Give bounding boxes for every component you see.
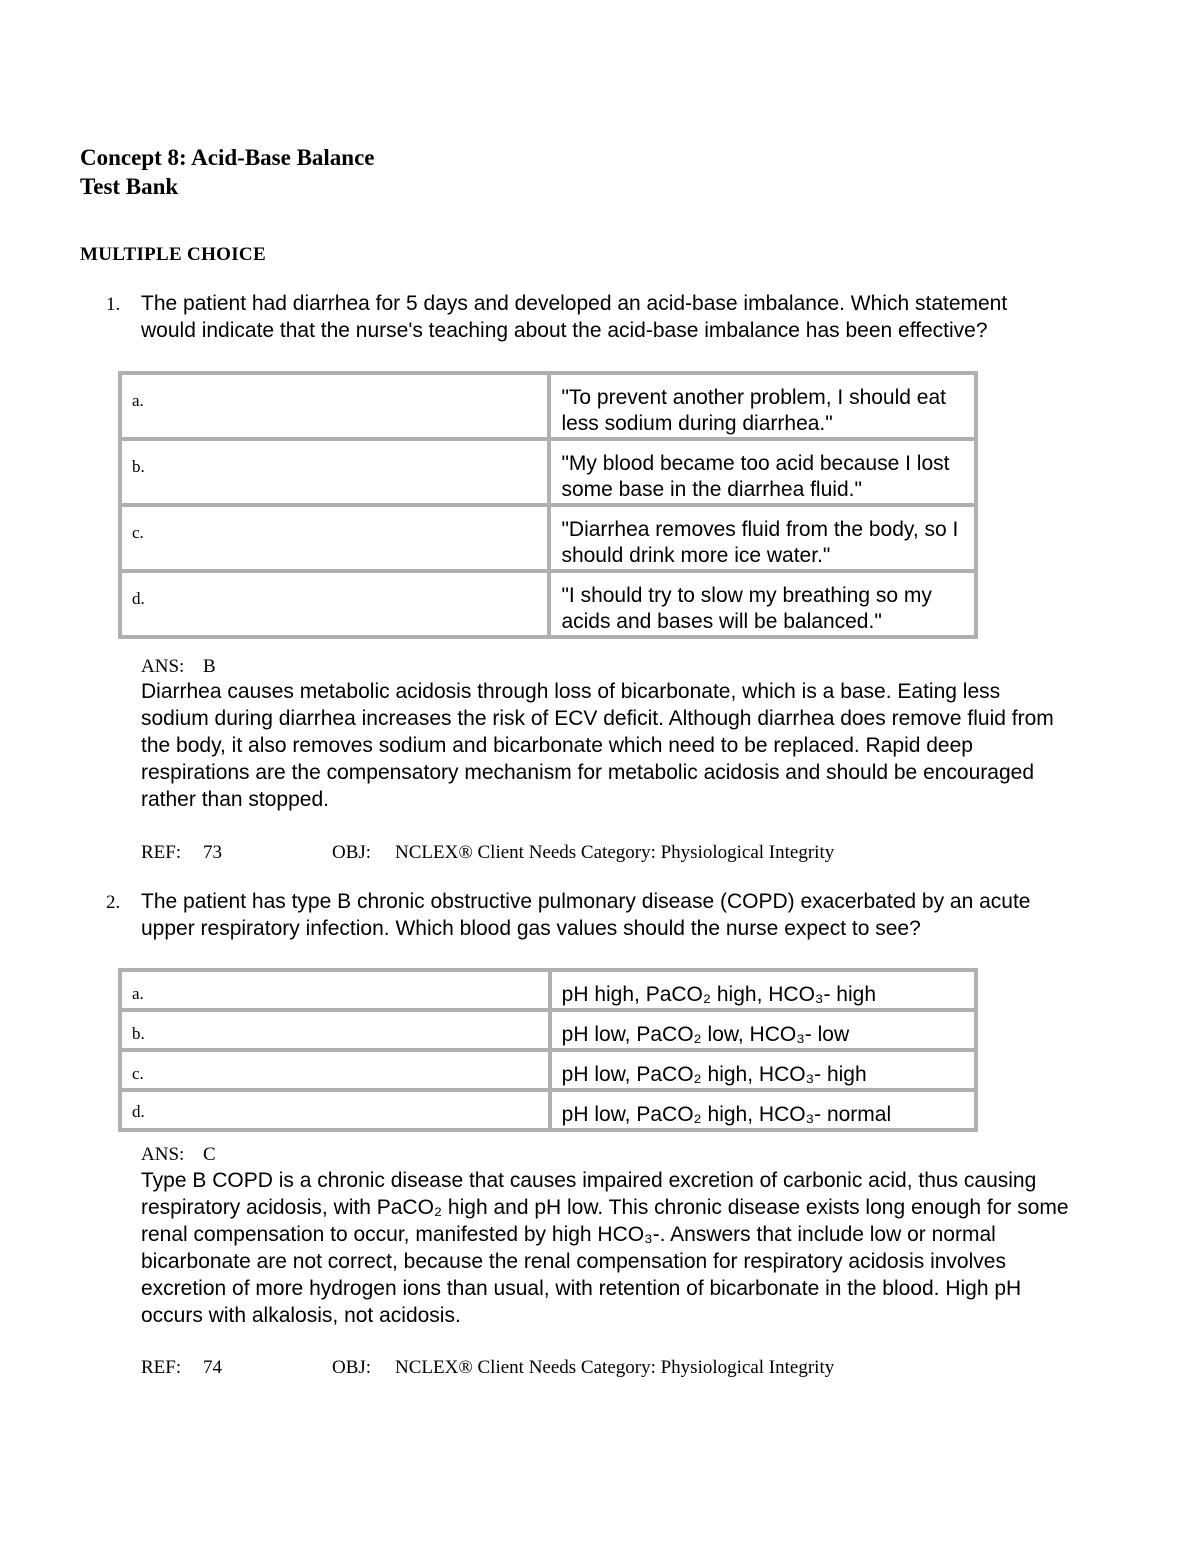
choice-letter: a. bbox=[120, 970, 550, 1010]
ref-label: REF: bbox=[141, 842, 182, 863]
question-1-obj bbox=[332, 842, 834, 864]
choice-letter: b. bbox=[120, 439, 549, 505]
answer-value: C bbox=[203, 1144, 216, 1165]
question-2-ref bbox=[141, 1357, 222, 1379]
choice-row bbox=[120, 1010, 976, 1050]
question-2-obj bbox=[332, 1357, 834, 1379]
choice-row bbox=[120, 1090, 976, 1130]
question-1-stem: The patient had diarrhea for 5 days and developed an acid-base imbalance. Which statement would indicate that the nurse's teaching about the acid-base imbalance has been effective? bbox=[141, 292, 1008, 342]
ref-label: REF: bbox=[141, 1357, 182, 1378]
question-2-answer bbox=[141, 1144, 216, 1166]
choice-letter: d. bbox=[120, 1090, 550, 1130]
choice-text: pH low, PaCO₂ high, HCO₃- normal bbox=[550, 1090, 976, 1130]
choice-row bbox=[120, 505, 976, 571]
obj-value: NCLEX® Client Needs Category: Physiological Integrity bbox=[395, 1357, 835, 1378]
question-1-rationale: Diarrhea causes metabolic acidosis through loss of bicarbonate, which is a base. Eating less sodium during diarrhea increases the risk of ECV deficit. Although diarrhea does remove fluid from the body, it also removes sodium and bicarbonate which need to be replaced. Rapid deep respirations are the compensatory mechanism for metabolic acidosis and should be encouraged rather than stopped. bbox=[141, 680, 1054, 811]
document-subtitle: Test Bank bbox=[80, 174, 179, 199]
choice-text: "I should try to slow my breathing so my acids and bases will be balanced." bbox=[549, 571, 976, 637]
choice-row bbox=[120, 571, 976, 637]
question-2-stem: The patient has type B chronic obstructive pulmonary disease (COPD) exacerbated by an acute upper respiratory infection. Which blood gas values should the nurse expect to see? bbox=[141, 890, 1031, 940]
question-2-choices bbox=[118, 968, 978, 1132]
question-2-rationale: Type B COPD is a chronic disease that causes impaired excretion of carbonic acid, thus causing respiratory acidosis, with PaCO₂ high and pH low. This chronic disease exists long enough for some renal compensation to occur, manifested by high HCO₃-. Answers that include low or normal bicarbonate are not correct, because the renal compensation for respiratory acidosis involves excretion of more hydrogen ions than usual, with retention of bicarbonate in the blood. High pH occurs with alkalosis, not acidosis. bbox=[141, 1169, 1069, 1327]
choice-text: pH low, PaCO₂ low, HCO₃- low bbox=[550, 1010, 976, 1050]
answer-label: ANS: bbox=[141, 656, 185, 677]
question-2-number: 2. bbox=[106, 892, 121, 913]
choice-letter: c. bbox=[120, 505, 549, 571]
choice-letter: d. bbox=[120, 571, 549, 637]
choice-letter: a. bbox=[120, 373, 549, 439]
question-1-number: 1. bbox=[106, 294, 121, 315]
choice-text: "Diarrhea removes fluid from the body, so I should drink more ice water." bbox=[549, 505, 976, 571]
choice-row bbox=[120, 439, 976, 505]
choice-letter: c. bbox=[120, 1050, 550, 1090]
ref-value: 73 bbox=[203, 842, 222, 863]
obj-label: OBJ: bbox=[332, 842, 372, 863]
choice-text: pH high, PaCO₂ high, HCO₃- high bbox=[550, 970, 976, 1010]
ref-value: 74 bbox=[203, 1357, 222, 1378]
choice-text: pH low, PaCO₂ high, HCO₃- high bbox=[550, 1050, 976, 1090]
choice-text: "To prevent another problem, I should eat less sodium during diarrhea." bbox=[549, 373, 976, 439]
choice-row bbox=[120, 373, 976, 439]
choice-row bbox=[120, 1050, 976, 1090]
obj-value: NCLEX® Client Needs Category: Physiological Integrity bbox=[395, 842, 835, 863]
answer-value: B bbox=[203, 656, 216, 677]
choice-row bbox=[120, 970, 976, 1010]
question-1-ref bbox=[141, 842, 222, 864]
obj-label: OBJ: bbox=[332, 1357, 372, 1378]
answer-label: ANS: bbox=[141, 1144, 185, 1165]
choice-text: "My blood became too acid because I lost some base in the diarrhea fluid." bbox=[549, 439, 976, 505]
document-title: Concept 8: Acid-Base Balance bbox=[80, 145, 375, 170]
choice-letter: b. bbox=[120, 1010, 550, 1050]
question-1-choices bbox=[118, 371, 978, 639]
question-1-answer bbox=[141, 656, 216, 678]
section-heading: MULTIPLE CHOICE bbox=[80, 244, 266, 265]
